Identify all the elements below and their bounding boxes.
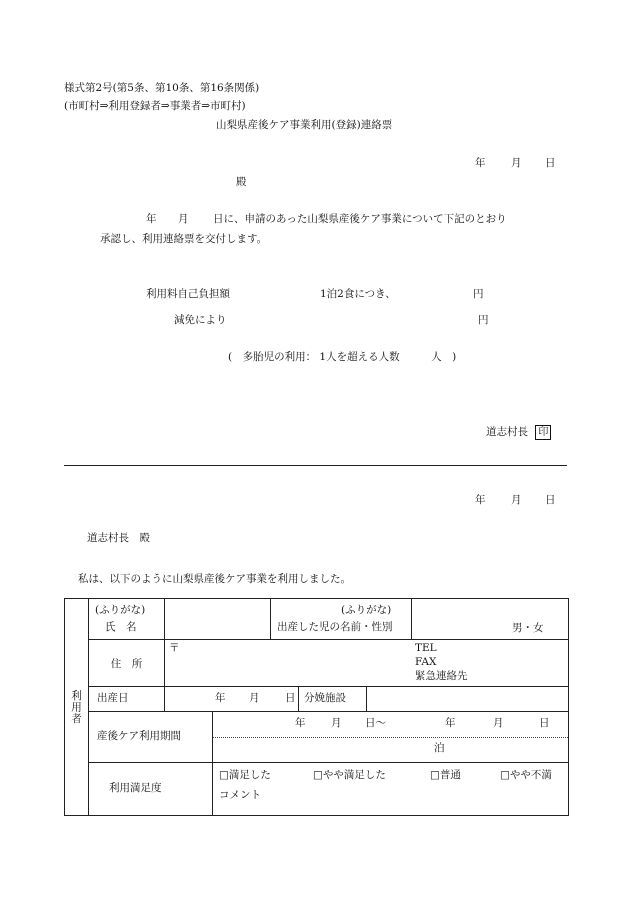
child-name-field[interactable] [412,599,569,640]
mayor-title [486,425,551,440]
option-neutral[interactable]: □普通 [430,769,461,781]
body-text-line2: 承認し、利用連絡票を交付します。 [100,233,268,245]
birth-date-label-cell [89,687,165,712]
facility-field[interactable] [367,687,569,712]
satisfaction-field [213,763,569,816]
name-label-cell [89,599,165,640]
period-label-cell [89,712,213,763]
facility-label: 分娩施設 [304,692,346,704]
date-month: 月 [511,157,522,169]
address-field[interactable] [165,640,569,687]
period-to-year: 年 [445,717,456,729]
period-label: 産後ケア利用期間 [97,730,181,742]
tel-label: TEL [415,642,437,654]
period-from-month: 月 [331,717,342,729]
birth-year: 年 [215,692,226,704]
report-date-month: 月 [511,494,522,506]
body-year: 年 [146,213,157,225]
document-title: 山梨県産後ケア事業利用(登録)連絡票 [216,119,393,131]
child-furigana-label: (ふりがな) [341,604,392,616]
gender-options[interactable]: 男・女 [512,622,544,634]
reduction-yen: 円 [478,314,489,326]
report-date-day: 日 [545,494,556,506]
address-label-cell [89,640,165,687]
option-somewhat-satisfied[interactable]: □やや満足した [313,769,386,781]
divider-line [64,465,567,466]
period-to-day: 日 [539,717,550,729]
table-row-period [65,712,569,763]
mayor-name: 道志村長 [486,426,528,438]
table-row-address [65,640,569,687]
postal-mark: 〒 [169,642,180,654]
period-field[interactable] [213,712,569,763]
table-row-name [65,599,569,640]
comment-label[interactable]: コメント [219,789,261,801]
satisfaction-label-cell [89,763,213,816]
report-date-year: 年 [475,494,486,506]
name-field[interactable] [165,599,271,640]
period-from-day: 日〜 [365,717,386,729]
reduction-label: 減免により [174,314,227,326]
option-satisfied[interactable]: □満足した [219,769,271,781]
table-row-birth [65,687,569,712]
routing-flow: (市町村⇒利用登録者⇒事業者⇒市町村) [64,100,246,112]
form-number: 様式第2号(第5条、第10条、第16条関係) [64,82,260,94]
fee-label: 利用料自己負担額 [146,288,230,300]
seal-stamp: 印 [535,425,551,440]
body-month: 月 [178,213,189,225]
fax-label: FAX [415,656,437,668]
usage-statement: 私は、以下のように山梨県産後ケア事業を利用しました。 [78,573,351,585]
user-side-label: 利用者 [70,689,82,725]
user-side-label-cell [65,599,89,816]
report-addressee: 道志村長 殿 [87,532,150,544]
address-label: 住 所 [110,657,143,670]
period-divider [213,737,568,738]
addressee-honorific: 殿 [236,176,247,188]
table-row-satisfaction [65,763,569,816]
date-year: 年 [475,157,486,169]
child-name-gender-label: 出産した児の名前・性別 [277,621,393,633]
period-to-month: 月 [493,717,504,729]
multiple-birth-note: ( 多胎児の利用： 1人を超える人数 人 ) [228,351,457,363]
facility-label-cell [299,687,367,712]
period-from-year: 年 [295,717,306,729]
fee-yen: 円 [473,288,484,300]
user-info-table [64,598,569,816]
emergency-contact-label: 緊急連絡先 [415,670,468,682]
furigana-label: (ふりがな) [95,604,146,616]
birth-date-field[interactable] [165,687,299,712]
option-somewhat-dissatisfied[interactable]: □やや不満 [500,769,552,781]
satisfaction-label: 利用満足度 [109,782,162,794]
child-label-cell [271,599,412,640]
birth-date-label: 出産日 [97,692,129,704]
nights-label: 泊 [434,742,445,754]
birth-day: 日 [285,692,296,704]
name-label: 氏 名 [105,621,137,633]
body-text-line1: 日に、申請のあった山梨県産後ケア事業について下記のとおり [213,213,507,225]
date-day: 日 [545,157,556,169]
fee-per-stay: 1泊2食につき、 [320,288,396,300]
birth-month: 月 [249,692,260,704]
